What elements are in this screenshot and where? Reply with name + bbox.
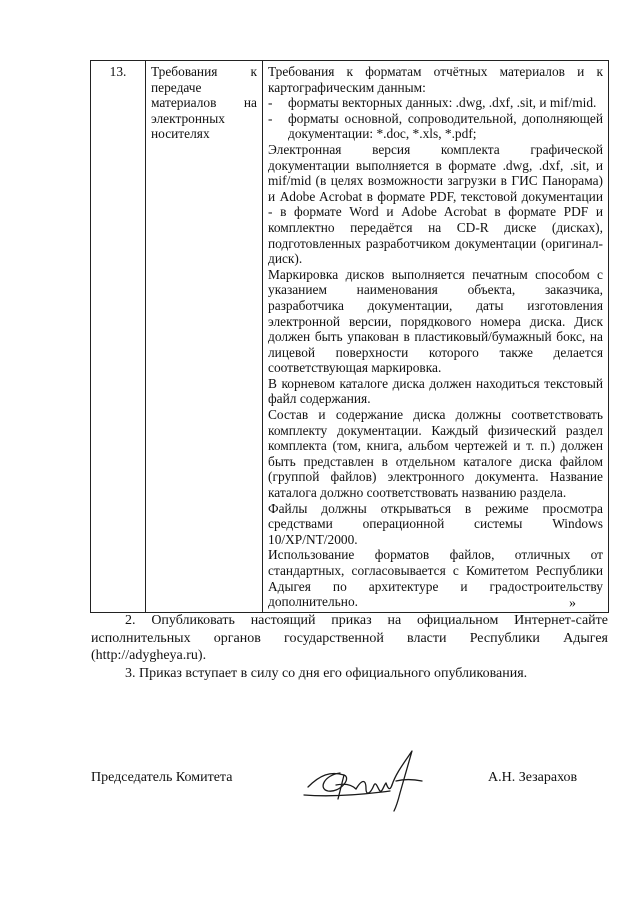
requirements-table [90,60,609,613]
content-paragraph: Электронная версия комплекта графической документации выполняется в формате .dwg, .dxf, .sit, и mif/mid (в целях возможности загрузки в ГИС Панорама) и Adobe Acrobat в формате PDF, текстовой документации - в формате Word и Adobe Acrobat в формате PDF и комплектно передаётся на CD-R диске (дисках), подготовленных разработчиком документации (оригинал-диск). [268,141,603,267]
closing-quote: » [569,596,576,611]
list-item [268,95,603,111]
content-paragraph: Файлы должны открываться в режиме просмотра средствами операционной системы Windows 10/XP/NT/2000. [268,500,603,547]
list-dash: - [268,95,273,111]
content-paragraph: Состав и содержание диска должны соответствовать комплекту документации. Каждый физический раздел комплекта (том, книга, альбом чертежей и т. п.) должен быть представлен в отдельном каталоге диска файлом (группой файлов) электронного документа. Название каталога должно соответствовать названию раздела. [268,407,603,501]
content-paragraph: Маркировка дисков выполняется печатным способом с указанием наименования объекта, заказчика, разработчика документации, даты изготовления электронной версии, порядкового номера диска. Диск должен быть упакован в пластиковый/бумажный бокс, на лицевой поверхности которого также делается соответствующая маркировка. [268,266,603,376]
list-item-text: форматы основной, сопроводительной, дополняющей документации: *.doc, *.xls, *.pdf; [288,110,603,142]
content-paragraph: Использование форматов файлов, отличных от стандартных, согласовывается с Комитетом Республики Адыгея по архитектуре и градостроительству дополнительно. [268,547,603,610]
row-name: Требования к передаче материалов на электронных носителях [151,64,257,142]
row-name-cell [146,61,263,613]
list-item-text: форматы векторных данных: .dwg, .dxf, .sit, и mif/mid. [288,95,597,111]
table-row [91,61,609,613]
content-intro: Требования к форматам отчётных материалов и к картографическим данным: [268,64,603,95]
list-item [268,111,603,142]
signatory-name: А.Н. Зезарахов [488,770,578,785]
list-dash: - [268,110,273,126]
signatory-title: Председатель Комитета [91,770,233,785]
content-paragraph: В корневом каталоге диска должен находиться текстовый файл содержания. [268,375,603,407]
paragraph-2: 2. Опубликовать настоящий приказ на официальном Интернет-сайте исполнительных органов государственной власти Республики Адыгея (http://adygheya.ru). [91,613,608,663]
handwritten-signature [300,745,440,815]
row-number: 13. [91,61,146,613]
row-content-cell [263,61,609,613]
paragraph-3: 3. Приказ вступает в силу со дня его официального опубликования. [125,666,528,681]
